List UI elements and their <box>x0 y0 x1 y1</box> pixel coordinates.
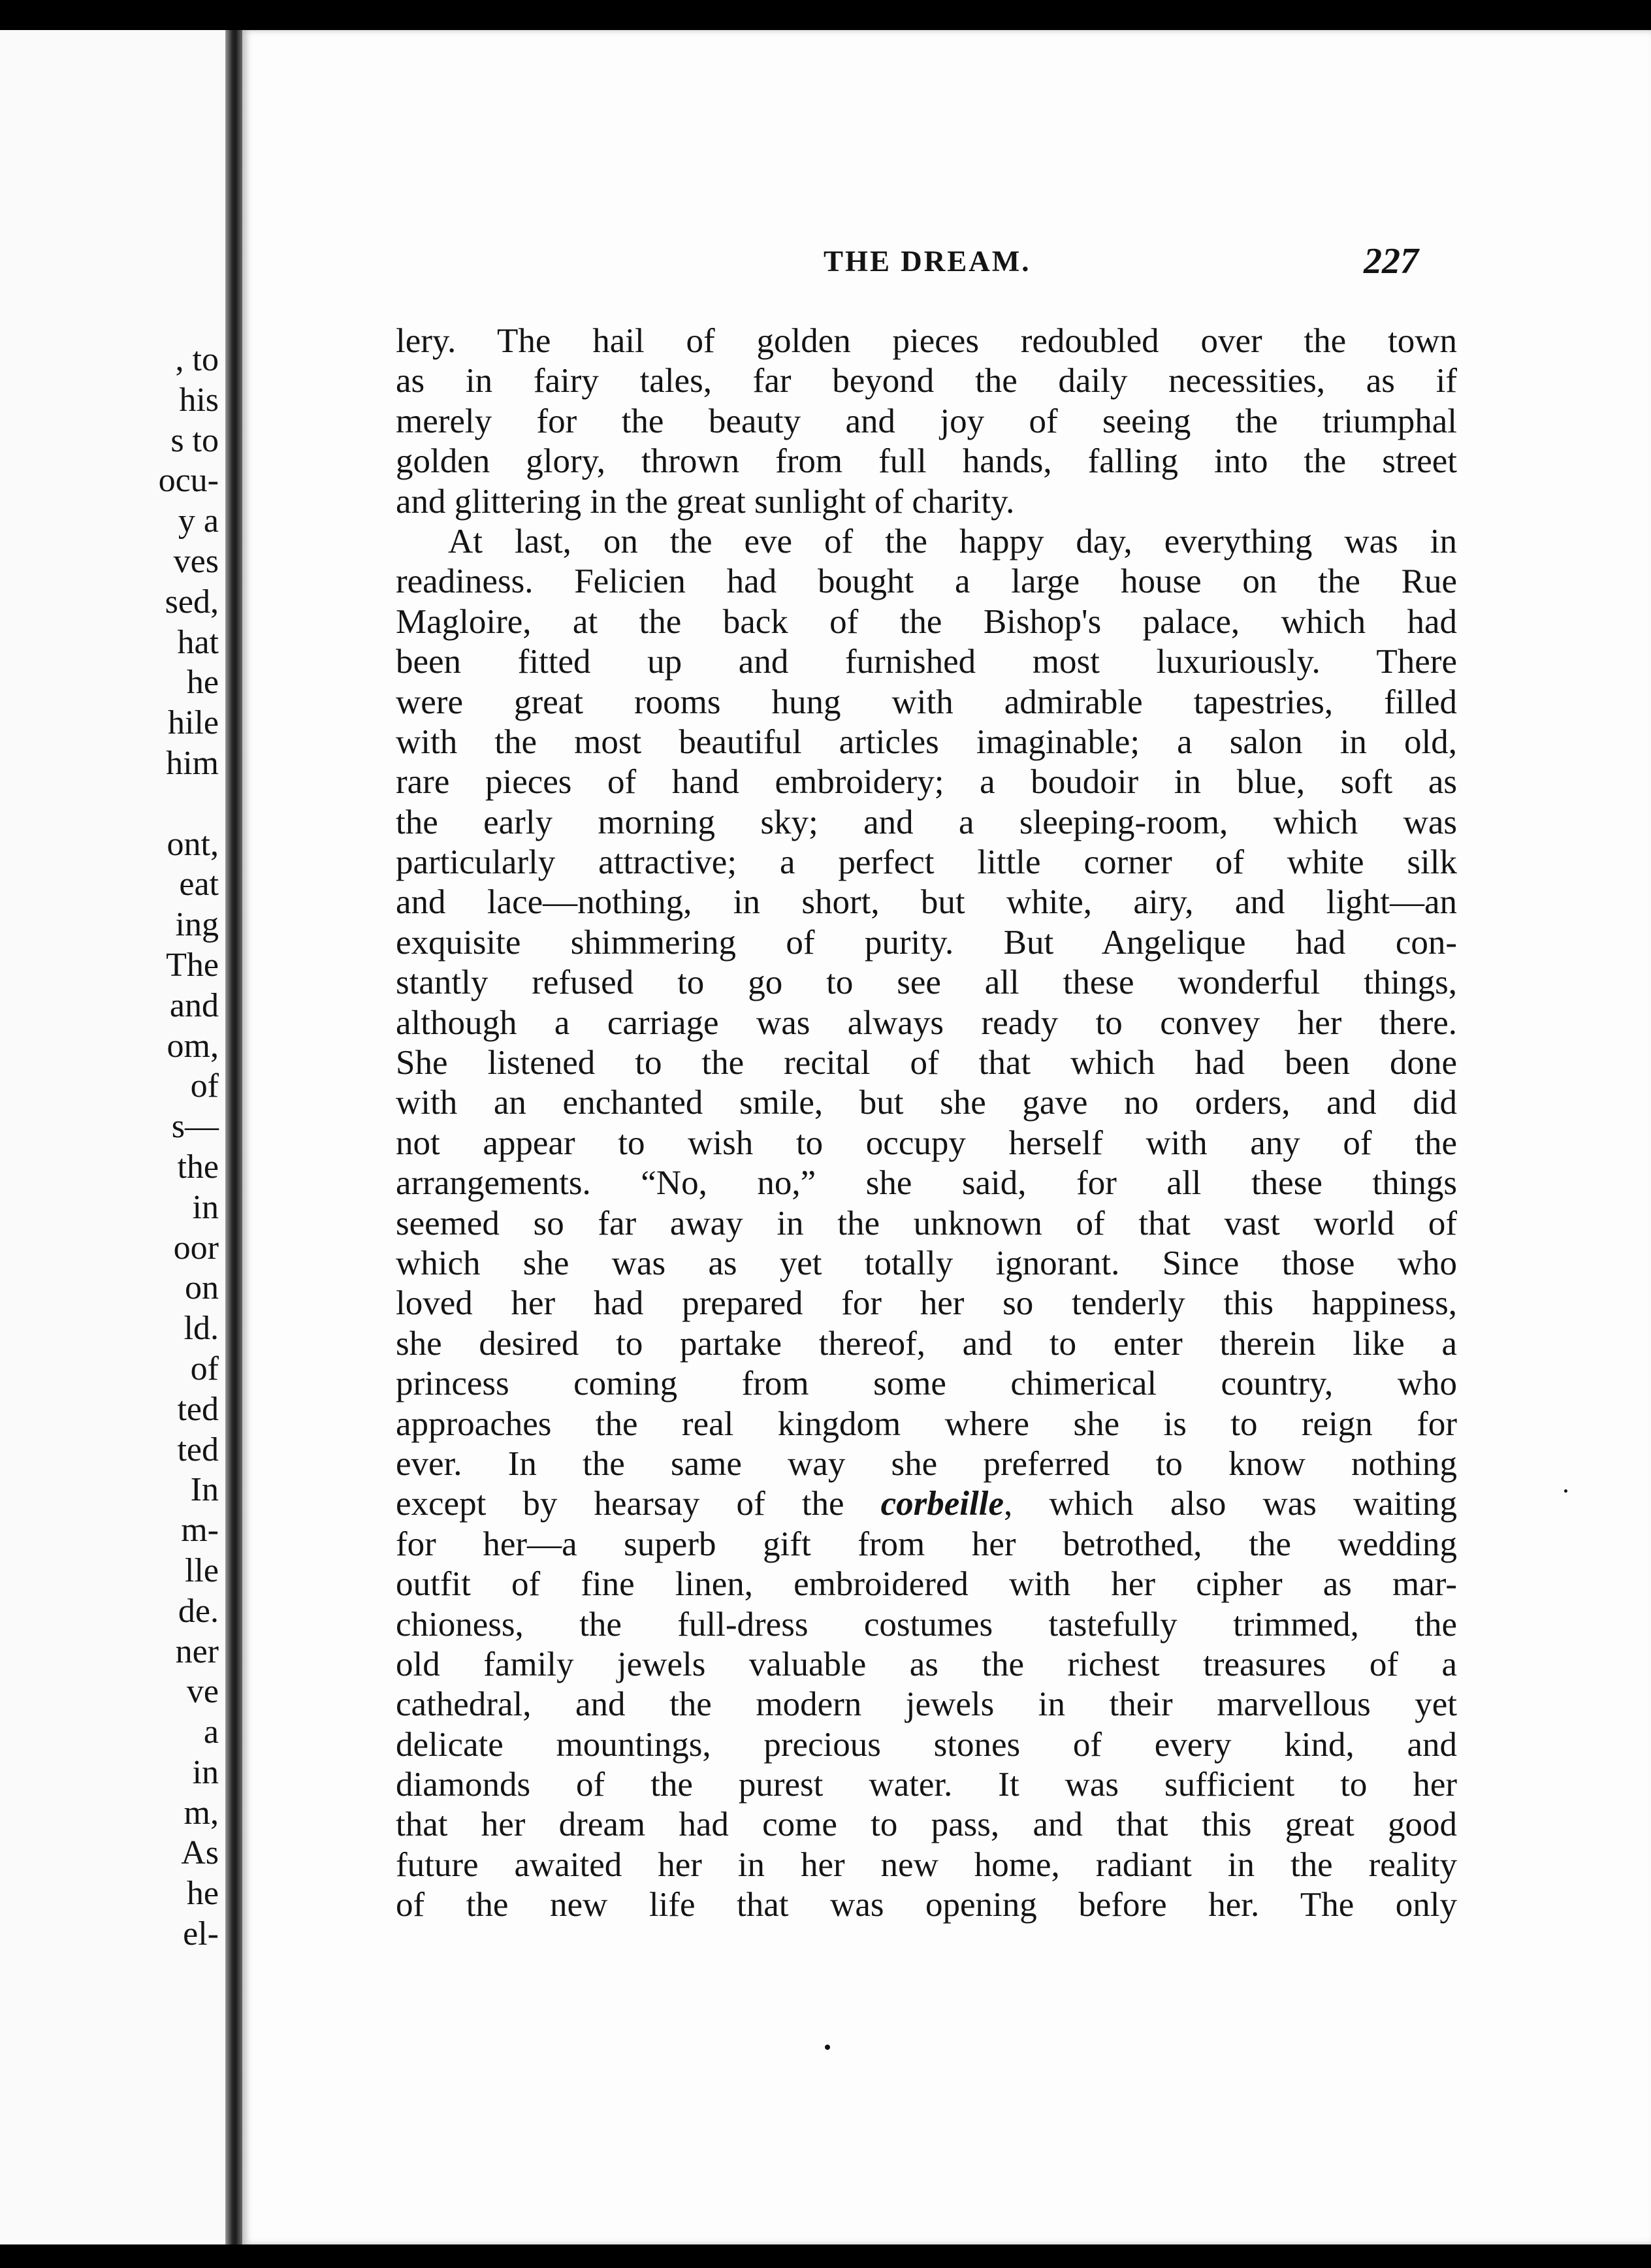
fragment-line: hat <box>177 623 219 661</box>
fragment-line: , to <box>175 341 219 378</box>
fragment-line: the <box>177 1148 219 1186</box>
text-line: diamonds of the purest water. It was sufficient to her <box>396 1766 1457 1804</box>
fragment-line: his <box>179 381 219 419</box>
previous-page-text-fragments <box>159 340 219 1995</box>
fragment-line: s to <box>170 421 219 459</box>
line-end: , which also was waiting <box>1004 1485 1458 1523</box>
fragment-line: him <box>166 744 219 782</box>
text-line: rare pieces of hand embroidery; a boudoir in blue, soft as <box>396 763 1457 802</box>
text-line: that her dream had come to pass, and that this great good <box>396 1806 1457 1844</box>
fragment-line: m- <box>181 1512 219 1549</box>
text-line: princess coming from some chimerical country, who <box>396 1365 1457 1403</box>
page-number: 227 <box>1364 241 1419 282</box>
text-line: of the new life that was opening before her. The only <box>396 1886 1457 1924</box>
text-line: ever. In the same way she preferred to know nothing <box>396 1444 1457 1483</box>
text-line: arrangements. “No, no,” she said, for all these things <box>396 1164 1457 1203</box>
scan-border-top <box>0 0 1651 30</box>
book-gutter <box>225 30 242 2244</box>
fragment-line: of <box>190 1350 219 1387</box>
fragment-line: ted <box>177 1431 219 1468</box>
fragment-line: de. <box>178 1592 219 1630</box>
fragment-line: lle <box>185 1551 219 1589</box>
fragment-line: ner <box>175 1632 219 1670</box>
fragment-line: hile <box>168 704 219 742</box>
ink-speck <box>1564 1489 1567 1493</box>
text-line: and glittering in the great sunlight of charity. <box>396 482 1015 521</box>
fragment-line: sed, <box>165 583 219 621</box>
fragment-line: a <box>203 1713 219 1751</box>
text-line: approaches the real kingdom where she is to reign for <box>396 1404 1457 1443</box>
fragment-line: ld. <box>184 1310 219 1348</box>
text-line: loved her had prepared for her so tenderly this happiness, <box>396 1284 1457 1323</box>
fragment-line: in <box>192 1753 219 1791</box>
text-line-with-italic <box>396 1484 1457 1524</box>
fragment-line <box>159 784 219 824</box>
text-line: exquisite shimmering of purity. But Angelique had con- <box>396 923 1457 962</box>
text-line: old family jewels valuable as the richest treasures of a <box>396 1645 1457 1683</box>
text-line: readiness. Felicien had bought a large house on the Rue <box>396 562 1457 601</box>
text-line: future awaited her in her new home, radiant in the reality <box>396 1845 1457 1884</box>
fragment-line: The <box>166 946 219 984</box>
fragment-line <box>159 1954 219 1995</box>
previous-page-edge <box>0 30 225 2244</box>
fragment-line: ted <box>177 1390 219 1428</box>
fragment-line: om, <box>167 1027 219 1065</box>
text-line: for her—a superb gift from her betrothed, the wedding <box>396 1525 1457 1563</box>
fragment-line: ing <box>175 906 219 944</box>
fragment-line: oor <box>173 1229 219 1267</box>
text-line: been fitted up and furnished most luxuriously. There <box>396 643 1457 681</box>
text-line: chioness, the full-dress costumes tastefully trimmed, the <box>396 1605 1457 1644</box>
fragment-line: ont, <box>167 825 219 863</box>
fragment-line: of <box>190 1067 219 1105</box>
text-line: with the most beautiful articles imaginable; a salon in old, <box>396 722 1457 761</box>
text-line: the early morning sky; and a sleeping-room, which was <box>396 803 1457 841</box>
ink-speck <box>825 2045 830 2050</box>
page-body-text <box>396 321 1457 1926</box>
text-line: seemed so far away in the unknown of that vast world of <box>396 1204 1457 1242</box>
fragment-line: As <box>181 1834 219 1872</box>
fragment-line: and <box>169 986 219 1024</box>
text-line: She listened to the recital of that which had been done <box>396 1044 1457 1082</box>
fragment-line: s— <box>171 1108 219 1146</box>
text-line: and lace—nothing, in short, but white, airy, and light—an <box>396 883 1457 922</box>
fragment-line: eat <box>179 866 219 903</box>
fragment-line: he <box>186 664 219 702</box>
text-line: merely for the beauty and joy of seeing the triumphal <box>396 402 1457 440</box>
fragment-line: ve <box>186 1673 219 1711</box>
italic-word: corbeille <box>880 1485 1004 1523</box>
text-line: were great rooms hung with admirable tapestries, filled <box>396 683 1457 721</box>
text-line: particularly attractive; a perfect little corner of white silk <box>396 843 1457 882</box>
text-line: Magloire, at the back of the Bishop's palace, which had <box>396 602 1457 641</box>
text-line: she desired to partake thereof, and to enter therein like a <box>396 1324 1457 1363</box>
text-line: delicate mountings, precious stones of every kind, and <box>396 1725 1457 1764</box>
book-page <box>242 30 1651 2244</box>
text-line: lery. The hail of golden pieces redoubled over the town <box>396 322 1457 360</box>
fragment-line: In <box>190 1471 219 1509</box>
fragment-line: m, <box>184 1794 219 1832</box>
text-line: with an enchanted smile, but she gave no orders, and did <box>396 1084 1457 1122</box>
text-line: stantly refused to go to see all these wonderful things, <box>396 964 1457 1002</box>
text-line: as in fairy tales, far beyond the daily necessities, as if <box>396 362 1457 400</box>
text-line: outfit of fine linen, embroidered with her cipher as mar- <box>396 1565 1457 1604</box>
line-start: except by hearsay of the <box>396 1485 881 1523</box>
fragment-line: ocu- <box>158 462 219 500</box>
running-head: THE DREAM. <box>824 245 1031 278</box>
text-line: not appear to wish to occupy herself with any of the <box>396 1124 1457 1162</box>
fragment-line: on <box>185 1269 219 1307</box>
scan-border-bottom <box>0 2244 1651 2268</box>
fragment-line: el- <box>183 1915 219 1953</box>
fragment-line: y a <box>178 502 219 540</box>
fragment-line: in <box>192 1188 219 1226</box>
text-line: cathedral, and the modern jewels in their marvellous yet <box>396 1685 1457 1724</box>
text-line: although a carriage was always ready to convey her there. <box>396 1003 1457 1042</box>
fragment-line: ves <box>173 542 219 580</box>
text-line: golden glory, thrown from full hands, falling into the street <box>396 442 1457 481</box>
text-line: which she was as yet totally ignorant. Since those who <box>396 1244 1457 1282</box>
paragraph-start-line: At last, on the eve of the happy day, everything was in <box>448 522 1457 560</box>
fragment-line: he <box>186 1875 219 1913</box>
